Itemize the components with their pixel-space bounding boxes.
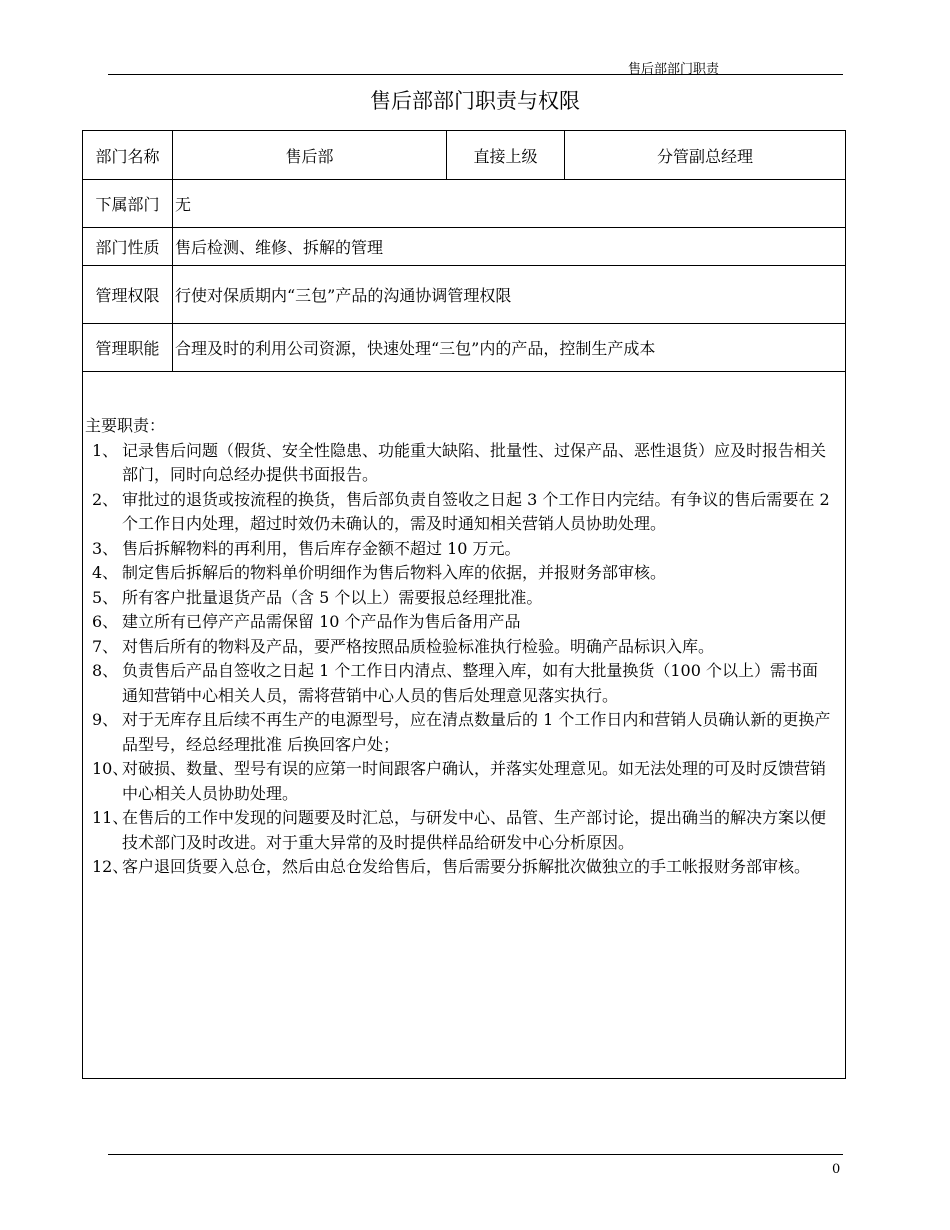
duties-section [85,414,833,880]
nature-label: 部门性质 [83,228,173,265]
duty-text: 在售后的工作中发现的问题要及时汇总，与研发中心、品管、生产部讨论，提出确当的解决方案以便技术部门及时改进。对于重大异常的及时提供样品给研发中心分析原因。 [122,808,827,852]
duty-number: 11、 [92,808,129,827]
duty-item [85,635,833,660]
duty-number: 3、 [92,538,119,558]
duties-title: 主要职责： [85,416,166,435]
duty-number: 7、 [92,636,119,656]
duty-text: 记录售后问题（假货、安全性隐患、功能重大缺陷、批量性、过保产品、恶性退货）应及时报告相关部门，同时向总经办提供书面报告。 [122,440,827,484]
duty-item [85,708,833,757]
sub-dept-label: 下属部门 [83,180,173,227]
running-header: 售后部部门职责 [628,62,720,77]
duty-item [85,439,833,488]
row-function [83,324,845,372]
sub-dept-value: 无 [175,195,192,214]
duty-text: 负责售后产品自签收之日起 1 个工作日内清点、整理入库，如有大批量换货（100 个以上）需书面通知营销中心相关人员，需将营销中心人员的售后处理意见落实执行。 [122,661,818,705]
duty-number: 4、 [92,563,119,582]
duty-number: 12、 [92,857,129,876]
duty-number: 9、 [92,710,119,729]
row-department [83,131,845,180]
function-value: 合理及时的利用公司资源，快速处理“三包”内的产品，控制生产成本 [175,339,656,358]
duty-text: 对破损、数量、型号有误的应第一时间跟客户确认，并落实处理意见。如无法处理的可及时反馈营销中心相关人员协助处理。 [122,759,827,803]
row-nature [83,228,845,266]
duty-number: 8、 [92,661,119,680]
duty-text: 客户退回货要入总仓，然后由总仓发给售后，售后需要分拆解批次做独立的手工帐报财务部审核。 [122,857,811,876]
row-sub-dept [83,180,845,228]
duty-item [85,757,833,806]
duty-item [85,806,833,855]
header-divider [108,74,843,75]
row-authority [83,266,845,324]
duty-text: 所有客户批量退货产品（含 5 个以上）需要报总经理批准。 [122,587,543,607]
page-title: 售后部部门职责与权限 [370,89,580,113]
duty-text: 对售后所有的物料及产品，要严格按照品质检验标准执行检验。明确产品标识入库。 [122,636,715,656]
dept-name-value: 售后部 [173,131,447,179]
page-number: 0 [832,1162,841,1177]
duty-text: 审批过的退货或按流程的换货，售后部负责自签收之日起 3 个工作日内完结。有争议的售后需要在 2 个工作日内处理，超过时效仍未确认的，需及时通知相关营销人员协助处理。 [122,489,830,533]
responsibility-form [82,130,846,1079]
duty-text: 对于无库存且后续不再生产的电源型号，应在清点数量后的 1 个工作日内和营销人员确认新的更换产品型号，经总经理批准 后换回客户处； [122,710,831,754]
duty-item [85,537,833,562]
function-label: 管理职能 [83,324,173,371]
footer-divider [108,1154,843,1155]
duty-number: 10、 [92,759,129,778]
duty-number: 5、 [92,587,119,607]
duty-text: 建立所有已停产产品需保留 10 个产品作为售后备用产品 [122,612,521,631]
duty-item [85,610,833,635]
duty-item [85,586,833,611]
nature-value: 售后检测、维修、拆解的管理 [175,238,384,257]
duty-item [85,855,833,880]
dept-name-label: 部门名称 [83,131,173,179]
superior-value: 分管副总经理 [656,146,753,166]
duty-text: 售后拆解物料的再利用，售后库存金额不超过 10 万元。 [122,538,521,558]
duty-text: 制定售后拆解后的物料单价明细作为售后物料入库的依据，并报财务部审核。 [122,563,667,582]
duty-number: 2、 [92,489,119,509]
duty-item [85,561,833,586]
duty-number: 6、 [92,612,119,631]
superior-label: 直接上级 [447,131,565,179]
duty-item [85,488,833,537]
authority-label: 管理权限 [83,266,173,323]
duty-number: 1、 [92,440,119,460]
duty-item [85,659,833,708]
authority-value: 行使对保质期内“三包”产品的沟通协调管理权限 [175,286,512,305]
